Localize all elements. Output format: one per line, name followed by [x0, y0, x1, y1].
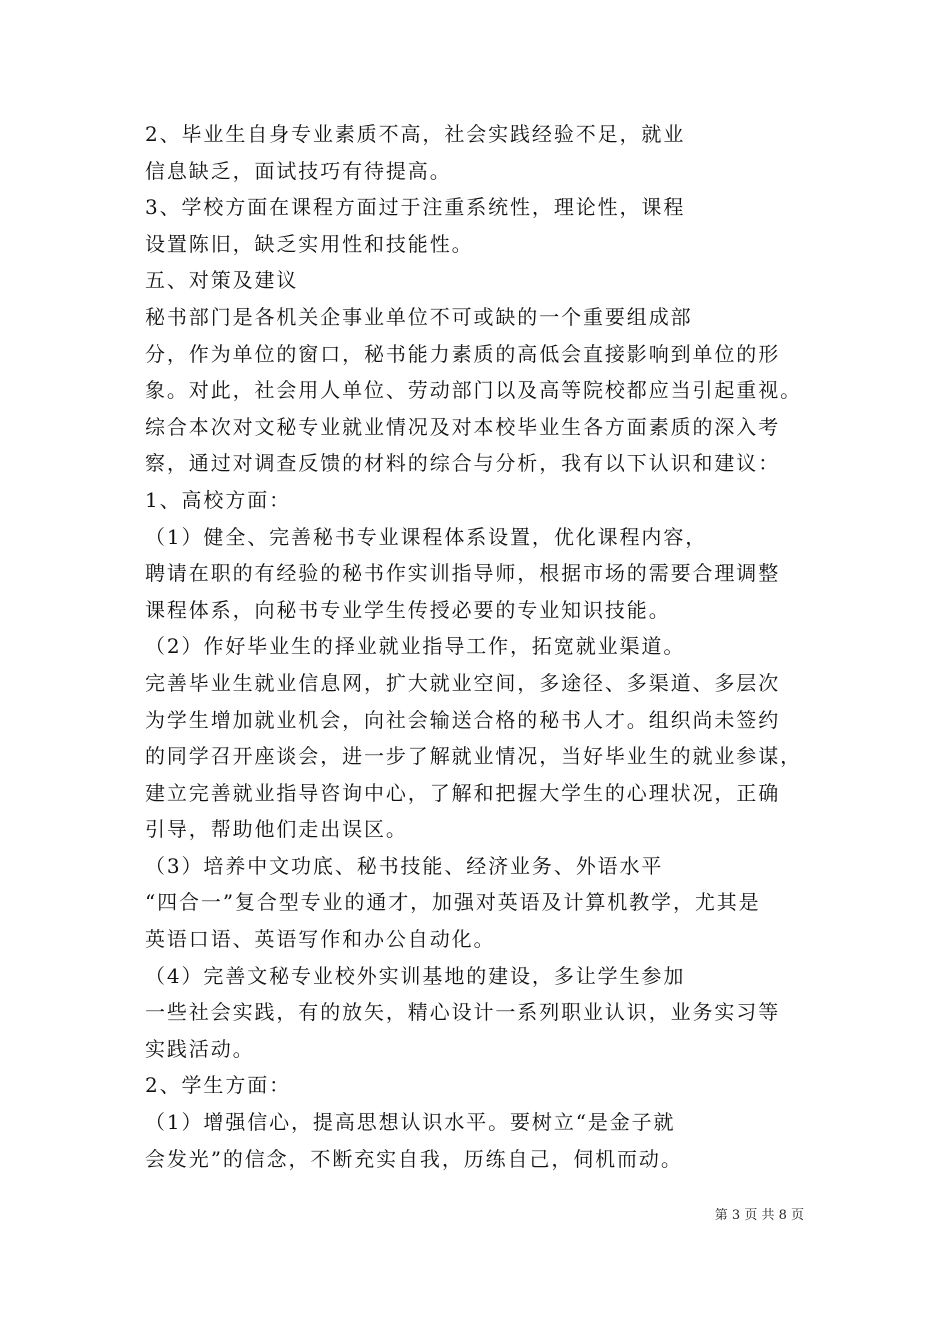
- paragraph-p2: [145, 189, 825, 262]
- paragraph-line: “四合一”复合型专业的通才，加强对英语及计算机教学，尤其是: [145, 890, 761, 915]
- paragraph-line: 实践活动。: [145, 1036, 255, 1061]
- paragraph-line: 综合本次对文秘专业就业情况及对本校毕业生各方面素质的深入考: [145, 414, 781, 439]
- paragraph-line: 建立完善就业指导咨询中心，了解和把握大学生的心理状况，正确: [145, 780, 781, 805]
- document-body: [145, 116, 825, 1177]
- paragraph-line: 英语口语、英语写作和办公自动化。: [145, 927, 496, 952]
- paragraph-line: 一些社会实践，有的放矢，精心设计一系列职业认识，业务实习等: [145, 1000, 781, 1025]
- paragraph-p3: [145, 262, 825, 299]
- paragraph-line: （4）完善文秘专业校外实训基地的建设，多让学生参加: [145, 963, 686, 988]
- paragraph-line: 2、学生方面：: [145, 1073, 292, 1098]
- paragraph-line: 2、毕业生自身专业素质不高，社会实践经验不足，就业: [145, 122, 686, 146]
- paragraph-line: （1）增强信心，提高思想认识水平。要树立“是金子就: [145, 1110, 676, 1135]
- paragraph-line: （1）健全、完善秘书专业课程体系设置，优化课程内容，: [145, 524, 708, 549]
- paragraph-line: 引导，帮助他们走出误区。: [145, 817, 408, 842]
- paragraph-p11: [145, 1104, 825, 1177]
- paragraph-p7: [145, 628, 825, 848]
- paragraph-line: 设置陈旧，缺乏实用性和技能性。: [145, 231, 474, 256]
- paragraph-line: 分，作为单位的窗口，秘书能力素质的高低会直接影响到单位的形: [145, 341, 781, 366]
- paragraph-line: 信息缺乏，面试技巧有待提高。: [145, 158, 452, 183]
- paragraph-p10: [145, 1067, 825, 1104]
- paragraph-line: （3）培养中文功底、秘书技能、经济业务、外语水平: [145, 853, 664, 878]
- paragraph-line: 秘书部门是各机关企事业单位不可或缺的一个重要组成部: [145, 304, 693, 329]
- paragraph-line: 五、对策及建议: [145, 268, 299, 293]
- paragraph-line: 为学生增加就业机会，向社会输送合格的秘书人才。组织尚未签约: [145, 707, 781, 732]
- paragraph-line: 察，通过对调查反馈的材料的综合与分析，我有以下认识和建议：: [145, 451, 781, 476]
- page-footer: 第 3 页 共 8 页: [714, 1208, 804, 1223]
- paragraph-p5: [145, 482, 825, 519]
- paragraph-p9: [145, 958, 825, 1068]
- paragraph-line: 1、高校方面：: [145, 487, 292, 512]
- paragraph-p4: [145, 299, 825, 482]
- paragraph-line: 3、学校方面在课程方面过于注重系统性，理论性，课程: [145, 195, 686, 220]
- paragraph-line: 象。对此，社会用人单位、劳动部门以及高等院校都应当引起重视。: [145, 378, 802, 403]
- paragraph-line: 聘请在职的有经验的秘书作实训指导师，根据市场的需要合理调整: [145, 561, 781, 586]
- paragraph-line: 会发光”的信念，不断充实自我，历练自己，伺机而动。: [145, 1146, 683, 1171]
- paragraph-p6: [145, 519, 825, 629]
- paragraph-line: 的同学召开座谈会，进一步了解就业情况，当好毕业生的就业参谋，: [145, 744, 802, 769]
- paragraph-p1: [145, 116, 825, 189]
- paragraph-line: （2）作好毕业生的择业就业指导工作，拓宽就业渠道。: [145, 634, 686, 659]
- paragraph-line: 课程体系，向秘书专业学生传授必要的专业知识技能。: [145, 597, 671, 622]
- paragraph-line: 完善毕业生就业信息网，扩大就业空间，多途径、多渠道、多层次: [145, 670, 781, 695]
- paragraph-p8: [145, 848, 825, 958]
